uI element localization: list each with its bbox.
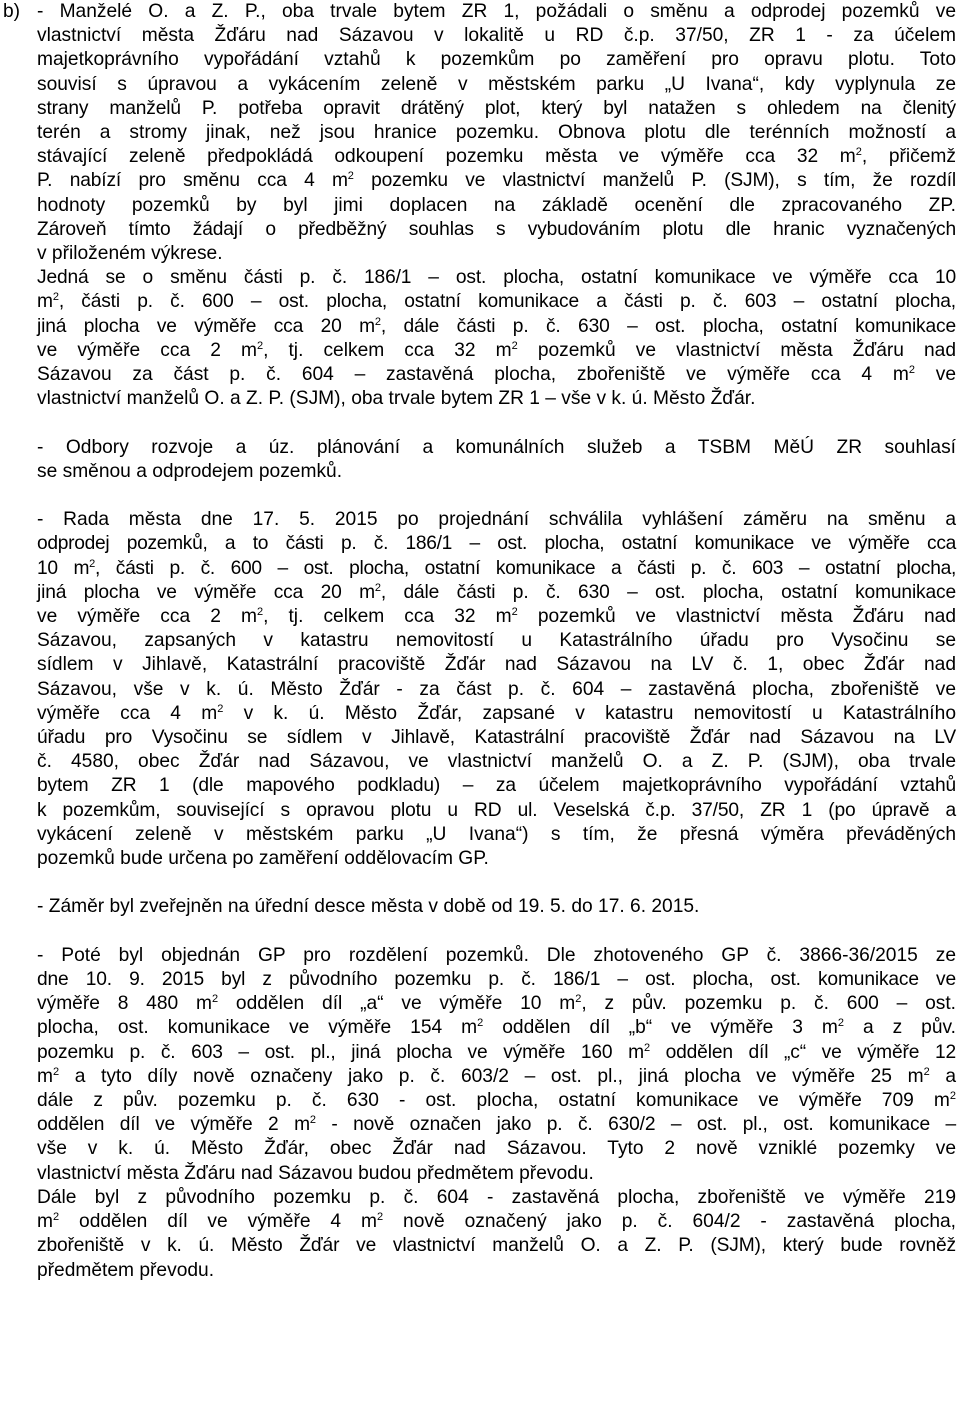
- text-line: Zároveň tímto žádají o předběžný souhlas s vybudováním plotu dle hranic vyznačených: [37, 218, 956, 240]
- text-line: odprodej pozemků, a to části p. č. 186/1 – ost. plocha, ostatní komunikace ve výměře cca: [37, 533, 956, 555]
- text-line: vykácení zeleně v městském parku „U Ivana“) s tím, že přesná výměra převáděných: [37, 823, 956, 845]
- text-line: - Poté byl objednán GP pro rozdělení pozemků. Dle zhotoveného GP č. 3866-36/2015 ze: [37, 944, 956, 966]
- text-line: Dále byl z původního pozemku p. č. 604 - zastavěná plocha, zbořeniště ve výměře 219: [37, 1186, 956, 1208]
- text-line: se směnou a odprodejem pozemků.: [37, 460, 343, 482]
- text-line: hodnoty pozemků by byl jimi doplacen na základě ocenění dle zpracovaného ZP.: [37, 194, 956, 216]
- text-line: výměře 8 480 $m^2$ oddělen díl „a“ ve výměře 10 $m^2$, z pův. pozemku p. č. 600 – ost.: [37, 993, 956, 1015]
- text-line: Sázavou, zapsaných v katastru nemovitostí u Katastrálního úřadu pro Vysočinu se: [37, 630, 956, 652]
- text-line: majetkoprávního vypořádání vztahů k pozemkům po zaměření pro opravu plotu. Toto: [37, 49, 956, 71]
- paragraph-survey: [3, 944, 956, 1283]
- paragraph-departments: [3, 436, 956, 484]
- text-line: terén a stromy jinak, než jsou hranice pozemku. Obnova plotu dle terénních možností a: [37, 122, 956, 144]
- text-line: P. nabízí pro směnu cca 4 $m^2$ pozemku ve vlastnictví manželů P. (SJM), s tím, že rozdíl: [37, 170, 956, 192]
- paragraph-request: [3, 0, 956, 411]
- text-line: bytem ZR 1 (dle mapového podkladu) – za účelem majetkoprávního vypořádání vztahů: [37, 775, 956, 797]
- text-line: Sázavou za část p. č. 604 – zastavěná plocha, zbořeniště ve výměře cca 4 $m^2$ ve: [37, 364, 956, 386]
- text-line: jiná plocha ve výměře cca 20 $m^2$, dále části p. č. 630 – ost. plocha, ostatní komunikace: [37, 315, 956, 337]
- text-line: $m^2$ oddělen díl ve výměře 4 $m^2$ nově označený jako p. č. 604/2 - zastavěná plocha,: [37, 1211, 956, 1233]
- text-line: souvisí s úpravou a vykácením zeleně v městském parku „U Ivana“, kdy vyplynula ze: [37, 73, 956, 95]
- text-line: plocha, ost. komunikace ve výměře 154 $m^2$ oddělen díl „b“ ve výměře 3 $m^2$ a z pův.: [37, 1017, 956, 1039]
- text-line: vlastnictví města Žďáru nad Sázavou v lokalitě u RD č.p. 37/50, ZR 1 - za účelem: [37, 25, 956, 47]
- text-line: v přiloženém výkrese.: [37, 243, 223, 265]
- text-line: vlastnictví manželů O. a Z. P. (SJM), oba trvale bytem ZR 1 – vše v k. ú. Město Žďár.: [37, 388, 756, 410]
- text-line: pozemků bude určena po zaměření oddělovacím GP.: [37, 848, 489, 870]
- paragraph-gap: [3, 411, 956, 435]
- text-line: výměře cca 4 $m^2$ v k. ú. Město Žďár, zapsané v katastru nemovitostí u Katastrálního: [37, 702, 956, 724]
- text-line: č. 4580, obec Žďár nad Sázavou, ve vlastnictví manželů O. a Z. P. (SJM), oba trvale: [37, 751, 956, 773]
- text-line: pozemku p. č. 603 – ost. pl., jiná plocha ve výměře 160 $m^2$ oddělen díl „c“ ve výměře 12: [37, 1041, 956, 1063]
- paragraph-council: [3, 508, 956, 871]
- text-line: $m^2$, části p. č. 600 – ost. plocha, ostatní komunikace a části p. č. 603 – ostatní plocha,: [37, 291, 956, 313]
- text-line: Jedná se o směnu části p. č. 186/1 – ost. plocha, ostatní komunikace ve výměře cca 10: [37, 267, 956, 289]
- text-line: dále z pův. pozemku p. č. 630 - ost. plocha, ostatní komunikace ve výměře 709 $m^2$: [37, 1090, 956, 1112]
- text-line: - Záměr byl zveřejněn na úřední desce města v době od 19. 5. do 17. 6. 2015.: [37, 896, 700, 918]
- text-line: zbořeniště v k. ú. Město Žďár ve vlastnictví manželů O. a Z. P. (SJM), který bude rovněž: [37, 1235, 956, 1257]
- paragraph-gap: [3, 871, 956, 895]
- text-line: ve výměře cca 2 $m^2$, tj. celkem cca 32 $m^2$ pozemků ve vlastnictví města Žďáru nad: [37, 606, 957, 628]
- text-line: vlastnictví města Žďáru nad Sázavou budou předmětem převodu.: [37, 1162, 594, 1184]
- text-line: vše v k. ú. Město Žďár, obec Žďár nad Sázavou. Tyto 2 nově vzniklé pozemky ve: [37, 1138, 956, 1160]
- text-line: ve výměře cca 2 $m^2$, tj. celkem cca 32 $m^2$ pozemků ve vlastnictví města Žďáru nad: [37, 339, 957, 361]
- text-line: $m^2$ a tyto díly nově označeny jako p. č. 603/2 – ost. pl., jiná plocha ve výměře 25 $m^2$ a: [37, 1065, 956, 1087]
- text-line: - Manželé O. a Z. P., oba trvale bytem ZR 1, požádali o směnu a odprodej pozemků ve: [37, 1, 956, 22]
- text-line: předmětem převodu.: [37, 1259, 215, 1281]
- paragraph-gap: [3, 484, 956, 508]
- text-line: k pozemkům, související s opravou plotu u RD ul. Veselská č.p. 37/50, ZR 1 (po úpravě a: [37, 799, 956, 821]
- text-line: jiná plocha ve výměře cca 20 $m^2$, dále části p. č. 630 – ost. plocha, ostatní komunikace: [37, 581, 956, 603]
- text-line: sídlem v Jihlavě, Katastrální pracoviště Žďár nad Sázavou na LV č. 1, obec Žďár nad: [37, 654, 956, 676]
- paragraph-gap: [3, 920, 956, 944]
- text-line: stávající zeleně předpokládá odkoupení pozemku města ve výměře cca 32 $m^2$, přičemž: [37, 146, 957, 168]
- text-line: - Odbory rozvoje a úz. plánování a komunálních služeb a TSBM MěÚ ZR souhlasí: [37, 436, 956, 458]
- text-line: 10 $m^2$, části p. č. 600 – ost. plocha, ostatní komunikace a části p. č. 603 – ostatní plocha,: [37, 557, 956, 579]
- text-line: dne 10. 9. 2015 byl z původního pozemku p. č. 186/1 – ost. plocha, ost. komunikace ve: [37, 969, 956, 991]
- text-line: strany manželů P. potřeba opravit drátěný plot, který byl natažen s ohledem na členitý: [37, 97, 956, 119]
- text-line: Sázavou, vše v k. ú. Město Žďár - za část p. č. 604 – zastavěná plocha, zbořeniště ve: [37, 678, 956, 700]
- paragraph-publication: [3, 895, 956, 919]
- text-line: - Rada města dne 17. 5. 2015 po projednání schválila vyhlášení záměru na směnu a: [37, 509, 956, 531]
- item-marker: b): [3, 1, 21, 22]
- text-line: úřadu pro Vysočinu se sídlem v Jihlavě, Katastrální pracoviště Žďár nad Sázavou na LV: [37, 727, 956, 749]
- text-line: oddělen díl ve výměře 2 $m^2$ - nově označen jako p. č. 630/2 – ost. pl., ost. komunikace –: [37, 1114, 956, 1136]
